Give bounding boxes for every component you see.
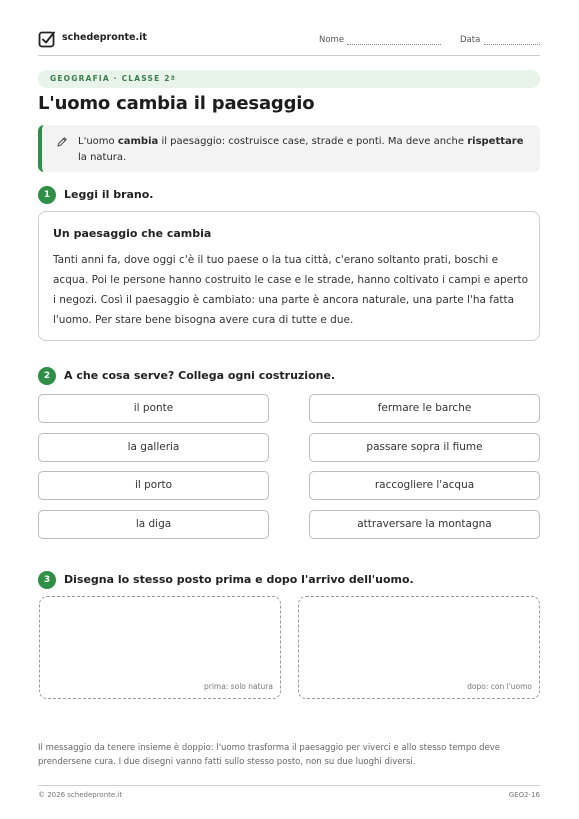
drawing-caption: prima: solo natura	[203, 682, 273, 691]
page-title: L'uomo cambia il paesaggio	[38, 93, 315, 114]
drawing-area-after[interactable]	[298, 596, 540, 699]
match-left-item[interactable]: il ponte	[38, 394, 269, 423]
step-number-badge: 2	[38, 367, 56, 385]
step-instruction: Disegna lo stesso posto prima e dopo l'arrivo dell'uomo.	[64, 573, 414, 586]
drawing-area-before[interactable]	[39, 596, 281, 699]
name-label: Nome	[319, 35, 345, 45]
footer-code: GEO2-16	[508, 791, 540, 799]
step-instruction: Leggi il brano.	[64, 188, 154, 201]
intro-callout	[38, 125, 540, 172]
match-right-item[interactable]: attraversare la montagna	[309, 510, 540, 539]
match-left-item[interactable]: la diga	[38, 510, 269, 539]
reading-text: Tanti anni fa, dove oggi c'è il tuo paese o la tua città, c'erano soltanto prati, boschi e acqua. Poi le persone hanno costruito le case e le strade, hanno coltivato i campi e aperto i negozi. Così il paesaggio è cambiato: una parte è ancora naturale, una parte l'ha fatta l'uomo. Per stare bene bisogna avere cura di tutte e due.	[53, 254, 528, 326]
match-left-item[interactable]: il porto	[38, 471, 269, 500]
date-label: Data	[460, 35, 481, 45]
match-right-item[interactable]: fermare le barche	[309, 394, 540, 423]
footer-divider	[38, 785, 540, 786]
step-number-badge: 3	[38, 571, 56, 589]
drawing-caption: dopo: con l'uomo	[467, 682, 532, 691]
subject-tag: GEOGRAFIA · CLASSE 2ª	[38, 70, 540, 88]
match-right-item[interactable]: passare sopra il fiume	[309, 433, 540, 462]
match-right-item[interactable]: raccogliere l'acqua	[309, 471, 540, 500]
brand-name: schedepronte.it	[62, 32, 147, 43]
reading-box	[38, 211, 540, 341]
step-instruction: A che cosa serve? Collega ogni costruzione.	[64, 369, 336, 382]
callout-text: L'uomo cambia il paesaggio: costruisce case, strade e ponti. Ma deve anche rispettare la natura.	[78, 136, 524, 163]
footer-copyright: © 2026 schedepronte.it	[38, 791, 123, 799]
page-header	[38, 30, 540, 56]
match-left-item[interactable]: la galleria	[38, 433, 269, 462]
name-field[interactable]	[347, 44, 441, 45]
step-number-badge: 1	[38, 186, 56, 204]
pencil-icon	[56, 136, 68, 148]
reading-title: Un paesaggio che cambia	[53, 227, 212, 240]
checkbox-logo-icon	[38, 30, 56, 48]
date-field[interactable]	[484, 44, 540, 45]
teacher-note: Il messaggio da tenere insieme è doppio: l'uomo trasforma il paesaggio per viverci e allo stesso tempo deve prendersene cura. I due disegni vanno fatti sullo stesso posto, non su due luoghi diversi.	[38, 743, 501, 767]
